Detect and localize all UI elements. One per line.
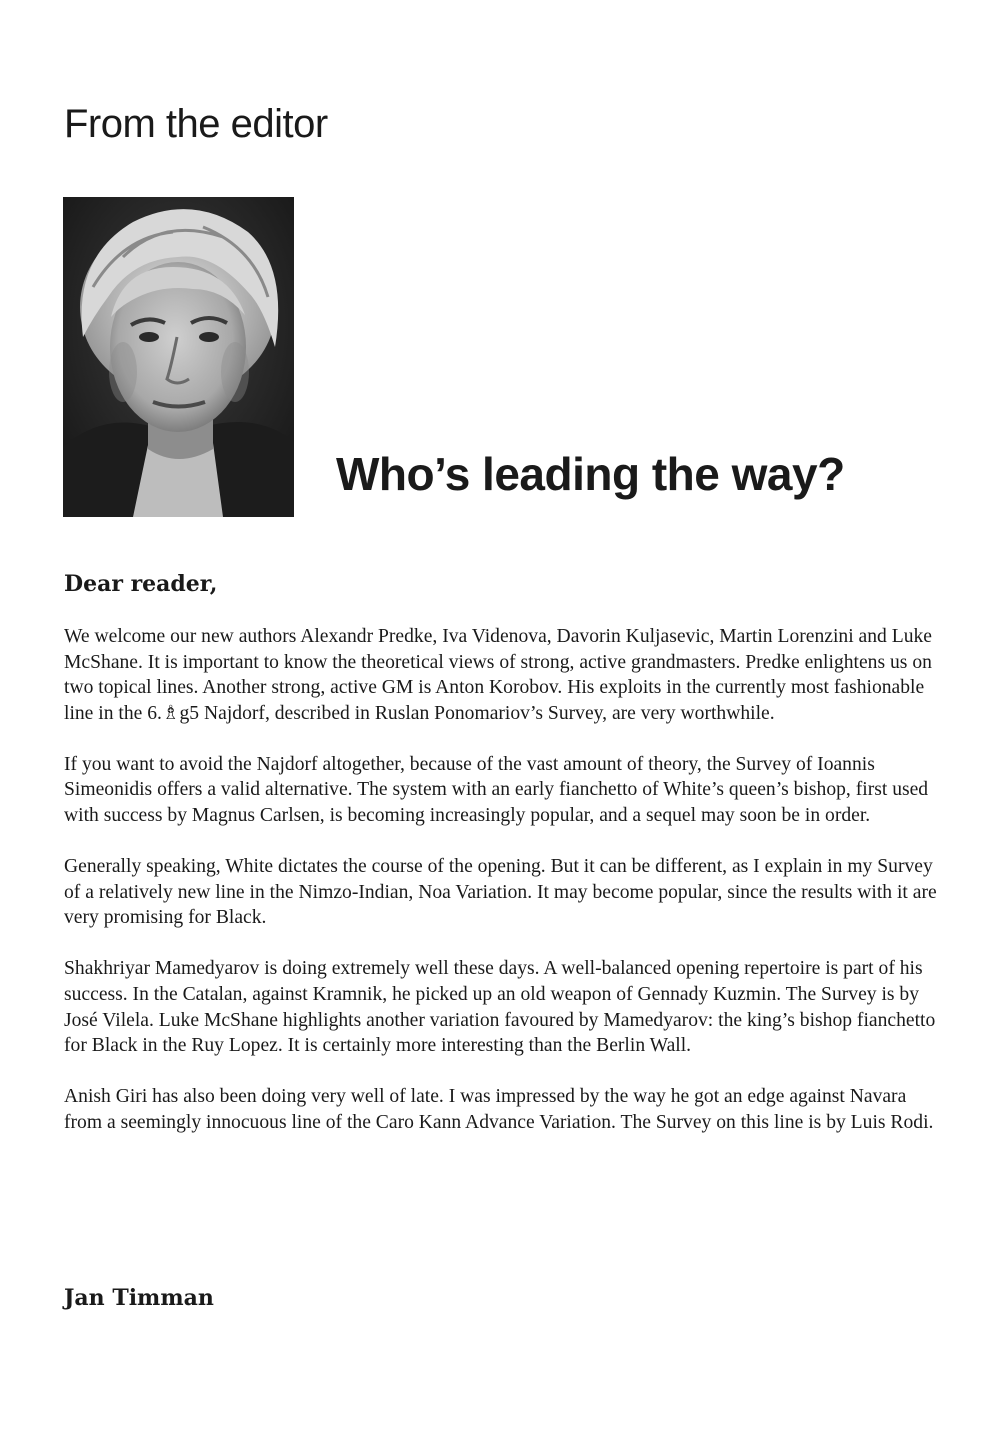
section-label: From the editor (64, 102, 328, 146)
paragraph: Anish Giri has also been doing very well of late. I was impressed by the way he got an edge against Navara from a seemingly innocuous line of the Caro Kann Advance Variation. The Survey on this line is by Luis Rodi. (64, 1086, 934, 1133)
paragraph: If you want to avoid the Najdorf altogether, because of the vast amount of theory, the Survey of Ioannis Simeonidis offers a valid alternative. The system with an early fianchetto of White’s queen’s bishop, first used with success by Magnus Carlsen, is becoming increasingly popular, and a sequel may soon be in order. (64, 753, 929, 827)
headline: Who’s leading the way? (336, 448, 845, 500)
signature: Jan Timman (64, 1285, 214, 1311)
paragraph: We welcome our new authors Alexandr Predke, Iva Videnova, Davorin Kuljasevic, Martin Lorenzini and Luke McShane. It is important to know the theoretical views of strong, active grandmasters. Predke enlightens us on two topical lines. Another strong, active GM is Anton Korobov. His exploits in the currently most fashionable line in the 6.♗g5 Najdorf, described in Ruslan Ponomariov’s Survey, are very worthwhile. (64, 626, 932, 724)
paragraph: Generally speaking, White dictates the course of the opening. But it can be different, as I explain in my Survey of a relatively new line in the Nimzo-Indian, Noa Variation. It may become popular, since the results with it are very promising for Black. (64, 856, 937, 929)
paragraph: Shakhriyar Mamedyarov is doing extremely well these days. A well-balanced opening repertoire is part of his success. In the Catalan, against Kramnik, he picked up an old weapon of Gennady Kuzmin. The Survey is by José Vilela. Luke McShane highlights another variation favoured by Mamedyarov: the king’s bishop fianchetto for Black in the Ruy Lopez. It is certainly more interesting than the Berlin Wall. (64, 958, 936, 1057)
author-portrait (63, 197, 294, 517)
salutation: Dear reader, (64, 571, 218, 597)
letter-body (64, 624, 944, 1161)
portrait-photo (63, 197, 294, 517)
